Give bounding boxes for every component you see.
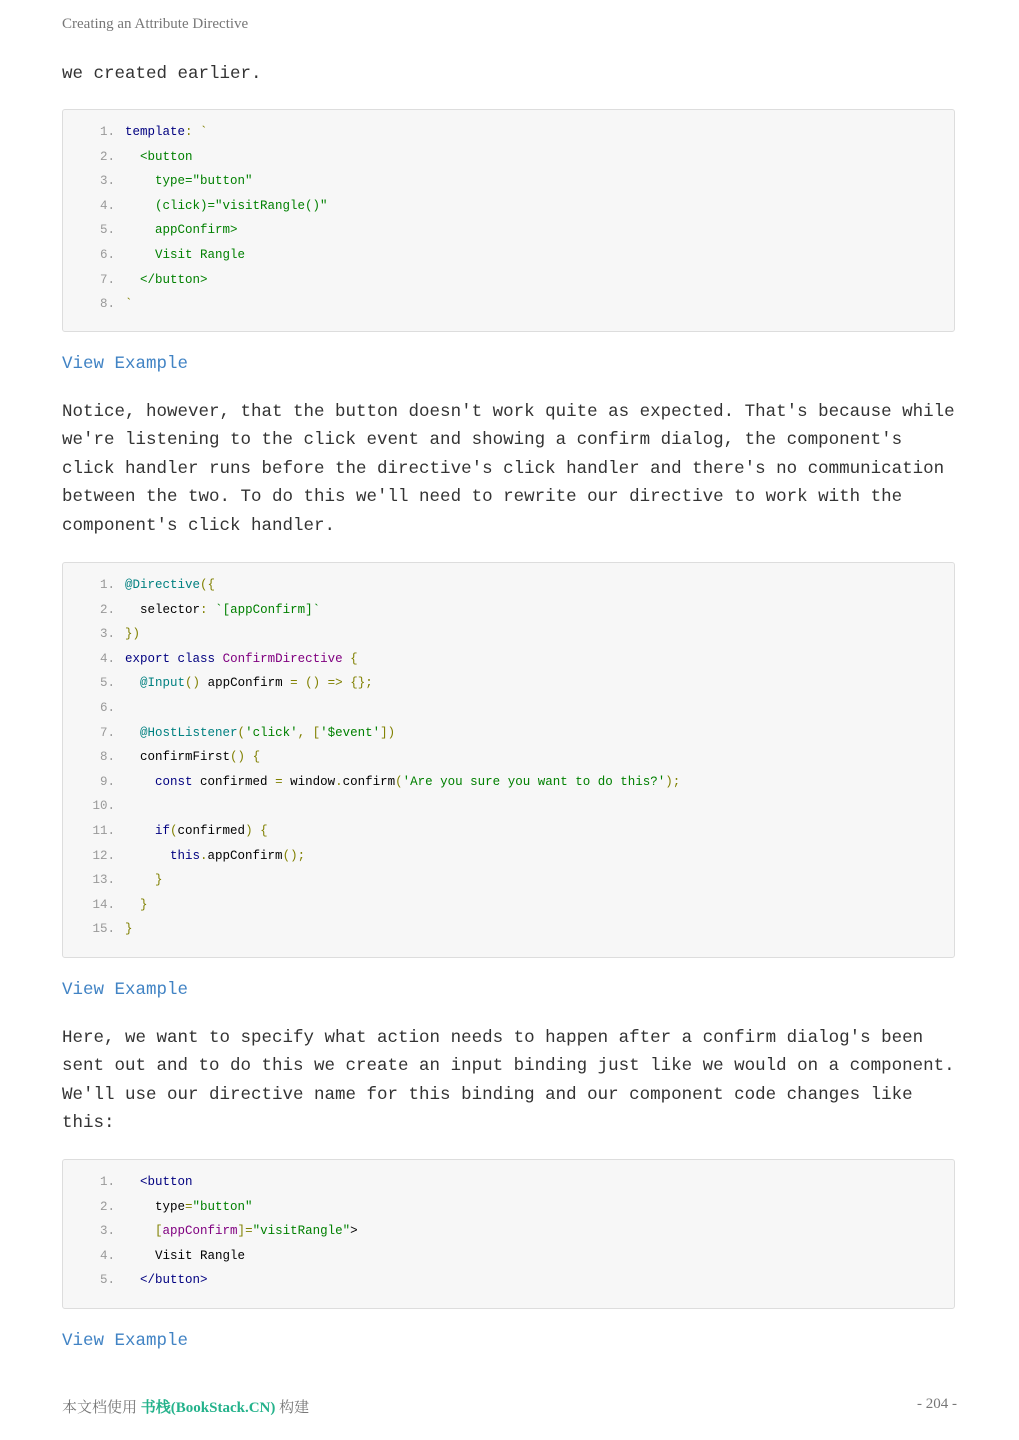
page-number: - 204 - [917,1396,957,1412]
line-number: 2. [99,602,115,617]
code-template-line [63,268,954,293]
code-text: </button> [140,1273,208,1288]
line-number: 1. [99,125,115,139]
line-number: 5. [99,676,115,691]
code-component-line [63,1268,954,1293]
line-number: 12. [92,848,115,863]
code-directive-line [63,647,954,672]
paragraph-input-binding: Here, we want to specify what action needs to happen after a confirm dialog's been sent out and to do this we create an input binding just like we would on a component. We'll use our directive name for this binding and our component code changes like this: [62,1028,955,1134]
code-component-line [63,1195,954,1220]
line-number: 13. [92,873,115,888]
line-number: 8. [99,297,115,312]
code-text: confirmFirst() { [140,750,261,765]
code-template-line [63,120,954,145]
line-number: 2. [99,1199,115,1214]
line-number: 14. [92,897,115,912]
code-text: }) [125,627,141,642]
code-text: @Directive({ [125,578,216,592]
view-example-link-2[interactable]: View Example [62,980,189,1000]
code-text: appConfirm> [125,223,238,238]
footer-credit [62,1396,309,1417]
code-text: } [140,897,148,912]
code-text: @Input() appConfirm = () => {}; [140,676,373,691]
line-number: 4. [99,1248,115,1263]
code-text: Visit Rangle [125,247,246,262]
code-text: if(confirmed) { [155,823,268,838]
code-text: <button [140,1175,193,1189]
line-number: 7. [99,725,115,740]
view-example-link-3[interactable]: View Example [62,1331,189,1351]
code-block-template [62,109,955,332]
code-text: <button [125,149,193,164]
line-number: 11. [92,823,115,838]
code-text: Visit Rangle [125,1248,246,1263]
code-directive-line [63,819,954,844]
code-directive-line [63,573,954,598]
line-number: 15. [92,922,115,937]
code-directive-line [63,917,954,942]
code-directive-line [63,721,954,746]
line-number: 6. [99,700,115,715]
code-text: this.appConfirm(); [170,848,306,863]
code-text: </button> [125,272,208,287]
code-directive-line [63,794,954,819]
line-number: 10. [92,799,115,814]
line-number: 5. [99,223,115,238]
code-directive-line [63,770,954,795]
code-text: selector: `[appConfirm]` [140,602,321,617]
code-directive-line [63,893,954,918]
line-number: 8. [99,750,115,765]
line-number: 3. [99,1224,115,1239]
code-template-line [63,194,954,219]
code-text: const confirmed = window.confirm('Are you sure you want to do this?'); [155,774,681,789]
line-number: 4. [99,651,115,666]
code-text: export class ConfirmDirective { [125,651,358,666]
code-directive-line [63,598,954,623]
code-text: (click)="visitRangle()" [125,198,328,213]
code-block-directive [62,562,955,958]
intro-text: we created earlier. [62,64,262,84]
code-directive-line [63,696,954,721]
code-text: type="button" [125,1199,253,1214]
code-text: type="button" [125,174,253,189]
code-directive-line [63,745,954,770]
code-directive-line [63,671,954,696]
line-number: 7. [99,272,115,287]
code-directive-line [63,868,954,893]
footer-prefix: 本文档使用 [62,1400,141,1416]
code-text: } [125,922,133,937]
code-text: template: ` [125,125,208,139]
code-template-line [63,169,954,194]
code-template-line [63,145,954,170]
line-number: 2. [99,149,115,164]
line-number: 1. [99,578,115,592]
line-number: 3. [99,627,115,642]
code-template-line [63,218,954,243]
code-text: [appConfirm]="visitRangle"> [155,1224,358,1239]
view-example-link-1[interactable]: View Example [62,354,189,374]
line-number: 5. [99,1273,115,1288]
line-number: 4. [99,198,115,213]
code-text: @HostListener('click', ['$event']) [140,725,396,740]
line-number: 3. [99,174,115,189]
code-directive-line [63,844,954,869]
code-text: } [155,873,163,888]
code-component-line [63,1219,954,1244]
footer-suffix: 构建 [275,1400,310,1416]
code-text: ` [125,297,133,312]
line-number: 6. [99,247,115,262]
page-header-title: Creating an Attribute Directive [62,16,249,32]
code-component-line [63,1170,954,1195]
paragraph-notice: Notice, however, that the button doesn't work quite as expected. That's because while we're listening to the click event and showing a confirm dialog, the component's click handler runs before the directive's click handler and there's no communication between the two. To do this we'll need to rewrite our directive to work with the component's click handler. [62,402,955,536]
code-template-line [63,292,954,317]
line-number: 9. [99,774,115,789]
code-template-line [63,243,954,268]
line-number: 1. [99,1175,115,1189]
code-component-line [63,1244,954,1269]
code-directive-line [63,622,954,647]
code-block-component [62,1159,955,1309]
footer-brand-link[interactable]: 书栈(BookStack.CN) [140,1400,276,1416]
